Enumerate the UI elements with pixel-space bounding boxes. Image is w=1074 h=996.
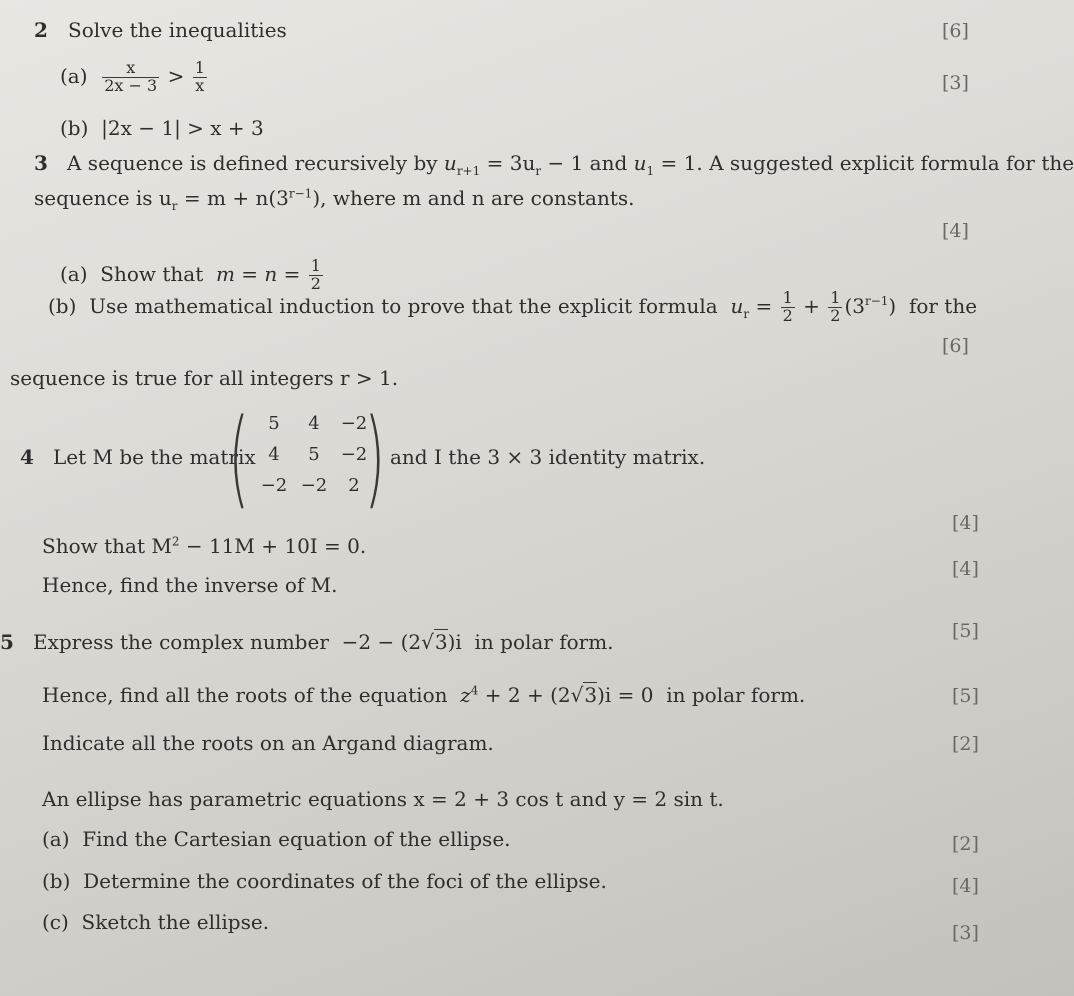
q2-number: 2: [34, 18, 48, 42]
q3a-line: (a) Show that m = n = $\frac{1}{2}$: [60, 256, 321, 293]
q6c-line: (c) Sketch the ellipse.: [42, 910, 270, 934]
q3a-fraction: $\frac{1}{2}$: [310, 256, 321, 293]
q4-hence: Hence, find the inverse of M.: [42, 573, 338, 597]
q4-hence-mark: [4]: [952, 558, 979, 580]
q6-intro: An ellipse has parametric equations x = 2 + 3 cos t and y = 2 sin t.: [42, 787, 724, 811]
q2-title: Solve the inequalities: [68, 18, 287, 42]
matrix-cell: −2: [300, 475, 328, 496]
q5-hence-mark: [5]: [952, 685, 979, 707]
matrix-cell: 5: [308, 444, 320, 465]
q3b-fraction-2: $\frac{1}{2}$: [830, 288, 841, 325]
matrix-right-paren: ): [364, 396, 386, 519]
matrix-cell: −2: [260, 475, 288, 496]
matrix-cell: −2: [340, 444, 368, 465]
q3-intro-mark: [4]: [942, 220, 969, 242]
matrix-cell: 5: [268, 413, 280, 434]
q3-line2: sequence is $u_r = m + n(3^{r-1})$, where m and n are constants.: [34, 186, 635, 213]
q6c-mark: [3]: [952, 922, 979, 944]
q3b-fraction-1: $\frac{1}{2}$: [782, 288, 793, 325]
q4-show: Show that $M^2 - 11M + 10I = 0$.: [42, 534, 367, 558]
q3b-line2: sequence is true for all integers r > 1.: [10, 366, 399, 390]
q2a-mark: [3]: [942, 72, 969, 94]
q5-hence: Hence, find all the roots of the equation $z^4 + 2 + (2√3)i = 0$ in polar form.: [42, 683, 806, 707]
q3-line1: 3 A sequence is defined recursively by $u_{r+1} = 3u_r - 1$ and $u_1 = 1$. A suggested explicit formula for the: [34, 151, 1074, 178]
q3b-line1: (b) Use mathematical induction to prove that the explicit formula $u_r$ = $\frac{1}{2}$ + $\frac{1}{2}$ $(3^{r-1})$ for the: [48, 288, 978, 325]
matrix-entries: [254, 413, 374, 496]
q2a-rhs-fraction: $\frac{1}{x}$: [194, 58, 205, 95]
q2a-label: (a): [60, 63, 88, 88]
q2a-lhs-fraction: $\frac{x}{2x - 3}$: [104, 58, 158, 95]
q5-indicate-mark: [2]: [952, 733, 979, 755]
matrix-cell: −2: [340, 413, 368, 434]
q2a-expression: (a) $\frac{x}{2x - 3}$ > $\frac{1}{x}$: [60, 58, 205, 95]
q2-total-mark: [6]: [942, 20, 969, 42]
q6a-mark: [2]: [952, 833, 979, 855]
matrix-cell: 4: [308, 413, 320, 434]
q4-after-matrix: and I the 3 × 3 identity matrix.: [390, 445, 706, 469]
q2b-label: (b): [60, 116, 89, 140]
matrix-cell: 2: [348, 475, 360, 496]
q3b-mark: [6]: [942, 335, 969, 357]
q5-express-mark: [5]: [952, 620, 979, 642]
q5-express: 5 Express the complex number −2 − (2√3)i in polar form.: [0, 630, 614, 654]
q5-indicate: Indicate all the roots on an Argand diagram.: [42, 731, 494, 755]
q4-matrix: [228, 396, 386, 519]
q6b-mark: [4]: [952, 875, 979, 897]
matrix-left-paren: (: [228, 396, 250, 519]
q4-intro: 4 Let M be the matrix: [20, 445, 256, 469]
q2b-expression: (b) |2x − 1| > x + 3: [60, 116, 264, 140]
q4-show-mark: [4]: [952, 512, 979, 534]
matrix-cell: 4: [268, 444, 280, 465]
q6b-line: (b) Determine the coordinates of the foci of the ellipse.: [42, 869, 607, 893]
q6a-line: (a) Find the Cartesian equation of the ellipse.: [42, 827, 511, 851]
